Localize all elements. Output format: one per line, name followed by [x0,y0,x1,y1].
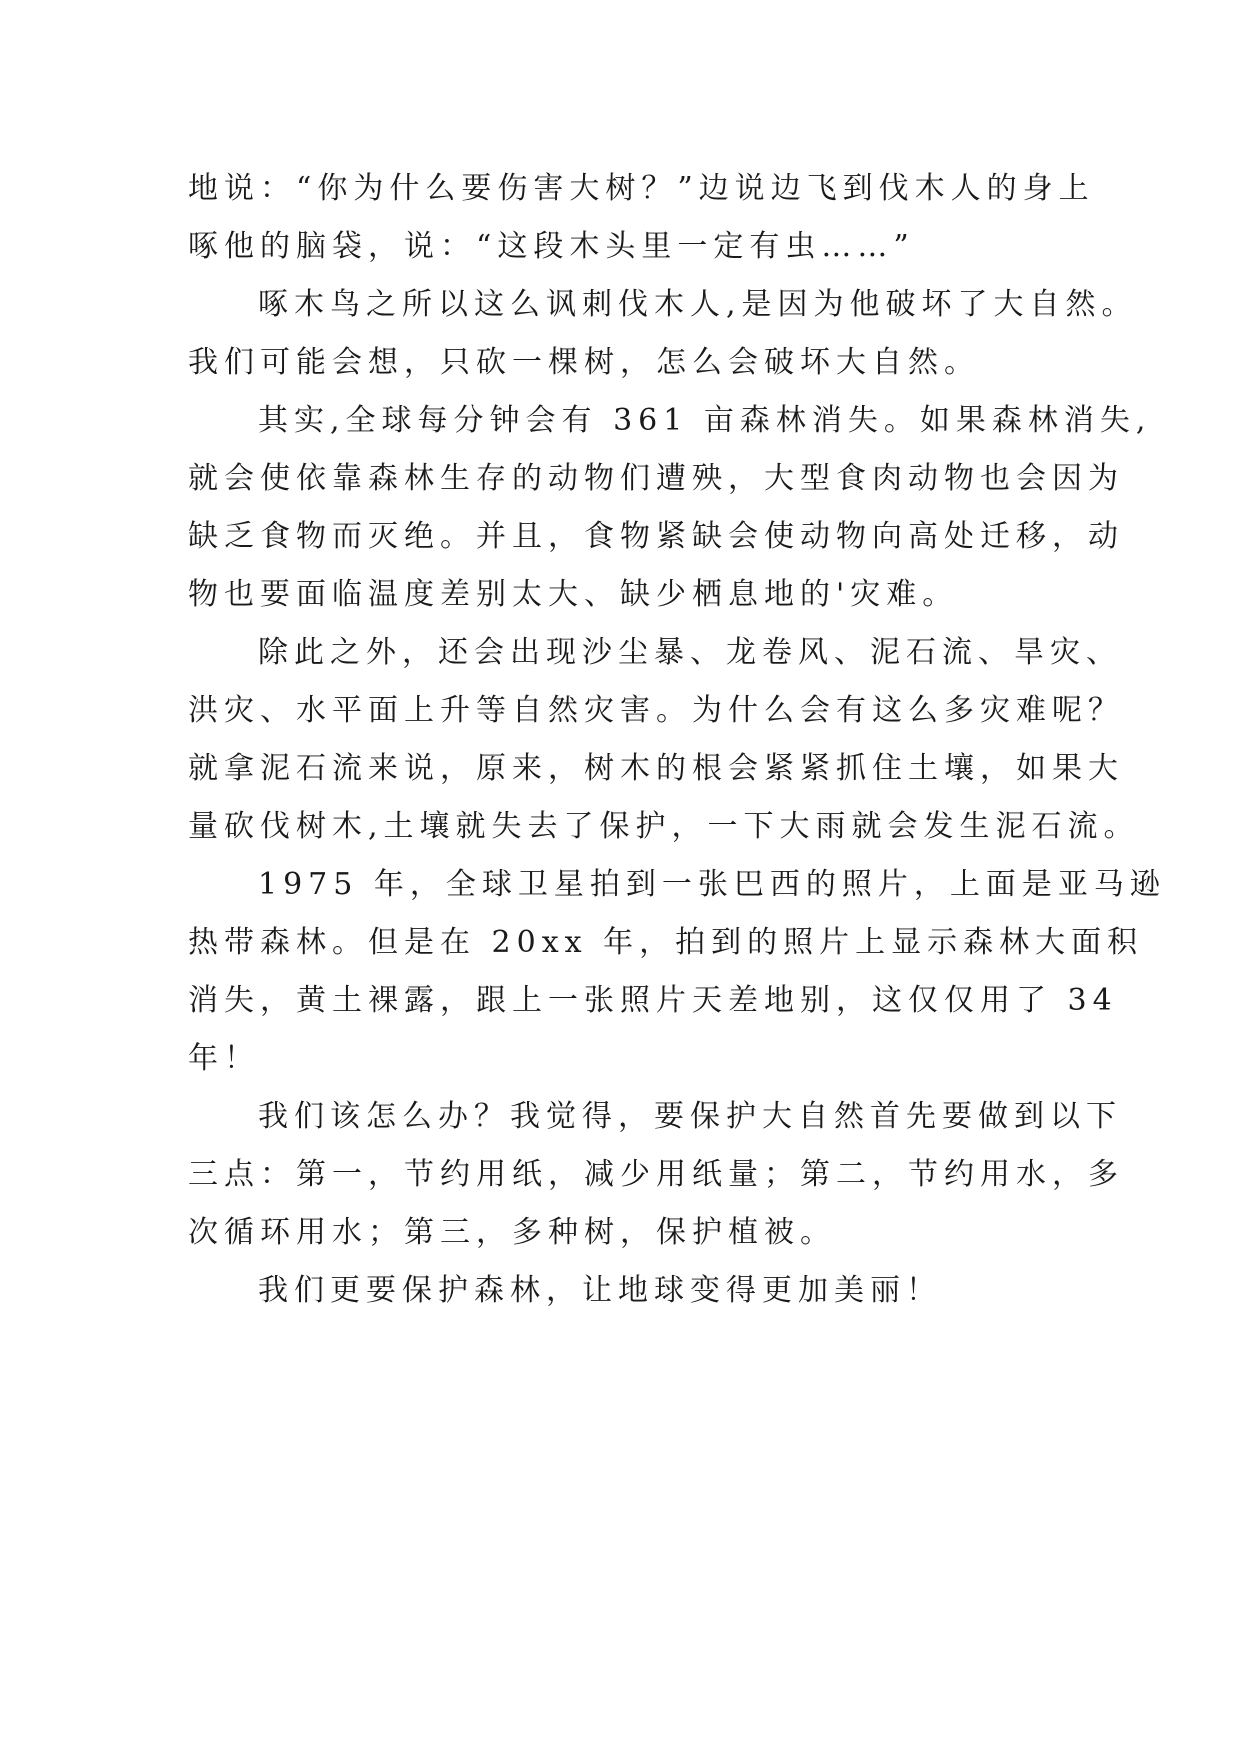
text-line: 物也要面临温度差别太大、缺少栖息地的'灾难。 [188,577,959,612]
document-body [188,160,1166,1320]
text-line: 次循环用水；第三，多种树，保护植被。 [188,1215,836,1250]
text-line: 啄木鸟之所以这么讽刺伐木人,是因为他破坏了大自然。 [258,287,1138,322]
text-line: 我们该怎么办？我觉得，要保护大自然首先要做到以下 [258,1099,1122,1134]
text-line: 啄他的脑袋，说：“这段木头里一定有虫……” [188,229,915,264]
text-line: 除此之外，还会出现沙尘暴、龙卷风、泥石流、旱灾、 [258,635,1122,670]
text-line: 量砍伐树木,土壤就失去了保护，一下大雨就会发生泥石流。 [188,809,1140,844]
text-line: 年！ [188,1041,260,1076]
text-line: 我们可能会想，只砍一棵树，怎么会破坏大自然。 [188,345,980,380]
text-line: 三点：第一，节约用纸，减少用纸量；第二，节约用水，多 [188,1157,1124,1192]
text-line: 消失，黄土裸露，跟上一张照片天差地别，这仅仅用了 34 [188,983,1118,1018]
text-line: 洪灾、水平面上升等自然灾害。为什么会有这么多灾难呢？ [188,693,1124,728]
text-line: 就拿泥石流来说，原来，树木的根会紧紧抓住土壤，如果大 [188,751,1124,786]
text-line: 我们更要保护森林，让地球变得更加美丽！ [258,1273,942,1308]
text-line: 地说：“你为什么要伤害大树？”边说边飞到伐木人的身上 [188,171,1095,206]
text-line: 1975 年，全球卫星拍到一张巴西的照片，上面是亚马逊 [258,867,1166,902]
text-line: 其实,全球每分钟会有 361 亩森林消失。如果森林消失, [258,403,1152,438]
text-line: 缺乏食物而灭绝。并且，食物紧缺会使动物向高处迁移，动 [188,519,1124,554]
text-line: 就会使依靠森林生存的动物们遭殃，大型食肉动物也会因为 [188,461,1124,496]
text-line: 热带森林。但是在 20xx 年，拍到的照片上显示森林大面积 [188,925,1144,960]
